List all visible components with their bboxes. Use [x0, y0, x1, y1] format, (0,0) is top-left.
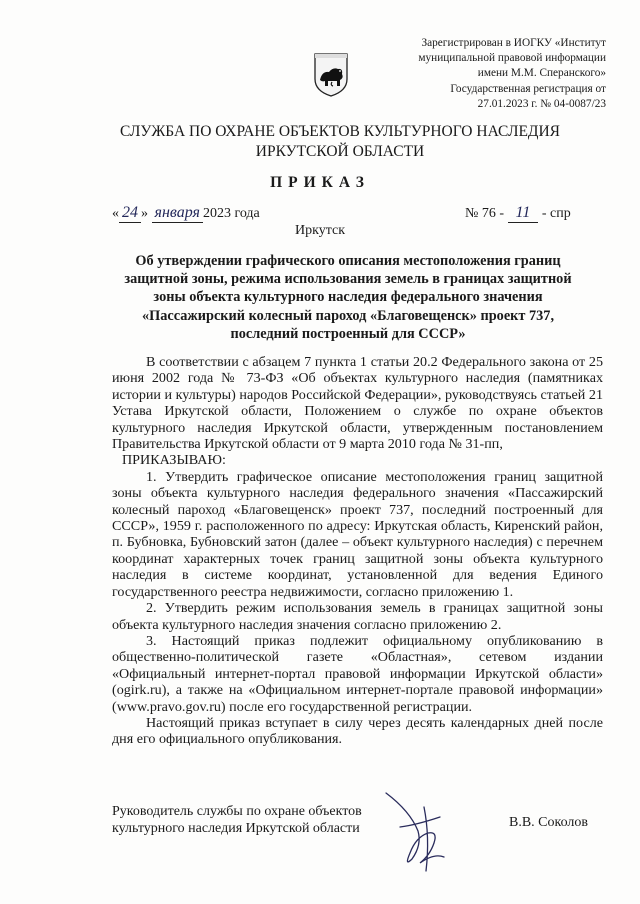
date-year: 2023 года — [202, 206, 260, 221]
order-item-2: 2. Утвердить режим использования земель в границах защитной зоны объекта культурного наследия значения согласно приложению 2. — [112, 600, 603, 633]
subject-line: зоны объекта культурного наследия федерального значения — [153, 289, 543, 306]
document-subject — [100, 252, 596, 343]
order-item-1: 1. Утвердить графическое описание местоположения границ защитной зоны объекта культурного наследия федерального значения «Пассажирский колесный пароход «Благовещенск» проект 737, последний построенный для СССР», 1959 г. расположенного по адресу: Иркутская область, Киренский район, п. Бубновка, Бубновский затон (далее – объект культурного наследия) с перечнем координат характерных точек границ защитной зоны объекта культурного наследия в системе координат, установленной для ведения Единого государственного реестра недвижимости, согласно приложению 1. — [112, 468, 603, 600]
document-type-title: ПРИКАЗ — [270, 174, 370, 191]
registration-line: имени М.М. Сперанского» — [477, 67, 606, 80]
handwritten-month: января — [154, 204, 200, 221]
signatory-position — [112, 803, 362, 837]
order-item-3: 3. Настоящий приказ подлежит официальному опубликованию в общественно-политической газете «Областная», сетевом издании «Официальный интернет-портал правовой информации Иркутской области» (ogirk.ru), а также на «Официальном интернет-портале правовой информации» (www.pravo.gov.ru) после его государственной регистрации. — [112, 632, 603, 715]
date-quote: « — [112, 206, 119, 221]
registration-line: 27.01.2023 г. № 04-0087/23 — [477, 97, 606, 110]
agency-line: ИРКУТСКОЙ ОБЛАСТИ — [255, 143, 425, 160]
handwritten-number: 11 — [515, 204, 531, 221]
signatory-line: Руководитель службы по охране объектов — [112, 804, 362, 819]
date-day-field — [119, 204, 141, 223]
document-date — [112, 204, 260, 223]
signer-name: В.В. Соколов — [509, 815, 589, 830]
effective-paragraph: Настоящий приказ вступает в силу через десять календарных дней после дня его официального опубликования. — [112, 714, 603, 748]
agency-line: СЛУЖБА ПО ОХРАНЕ ОБЪЕКТОВ КУЛЬТУРНОГО НАСЛЕДИЯ — [119, 123, 561, 140]
subject-line: последний построенный для СССР» — [230, 325, 466, 342]
registration-line: муниципальной правовой информации — [418, 52, 606, 65]
handwritten-day: 24 — [122, 204, 138, 221]
subject-line: Об утверждении графического описания местоположения границ — [135, 253, 561, 269]
date-quote: » — [141, 206, 148, 221]
intro-paragraph: В соответствии с абзацем 7 пункта 1 статьи 20.2 Федерального закона от 25 июня 2002 года № 73-ФЗ «Об объектах культурного наследия (памятниках истории и культуры) народов Российской Федерации», руководствуясь статьей 21 Устава Иркутской области, Положением о службе по охране объектов культурного наследия Иркутской области, утвержденным постановлением Правительства Иркутской области от 9 марта 2010 года № 31-пп, — [112, 354, 603, 453]
document-body — [112, 354, 603, 748]
registration-stamp — [376, 36, 606, 112]
registration-line: Зарегистрирован в ИОГКУ «Институт — [421, 37, 606, 49]
number-prefix: № 76 - — [465, 206, 505, 221]
signatory-line: культурного наследия Иркутской области — [112, 821, 360, 836]
document-city: Иркутск — [294, 223, 346, 238]
subject-line: «Пассажирский колесный пароход «Благовещенск» проект 737, — [141, 307, 555, 324]
date-month-field — [152, 204, 203, 223]
coat-of-arms-icon — [313, 53, 349, 97]
number-suffix: - спр — [541, 206, 571, 221]
number-field — [508, 204, 539, 223]
agency-name — [40, 122, 640, 162]
subject-line: защитной зоны, режима использования земель в границах защитной — [124, 271, 572, 288]
handwritten-signature-icon — [380, 787, 458, 873]
document-number — [465, 204, 571, 223]
order-word: ПРИКАЗЫВАЮ: — [122, 452, 226, 469]
registration-line: Государственная регистрация от — [450, 82, 606, 95]
